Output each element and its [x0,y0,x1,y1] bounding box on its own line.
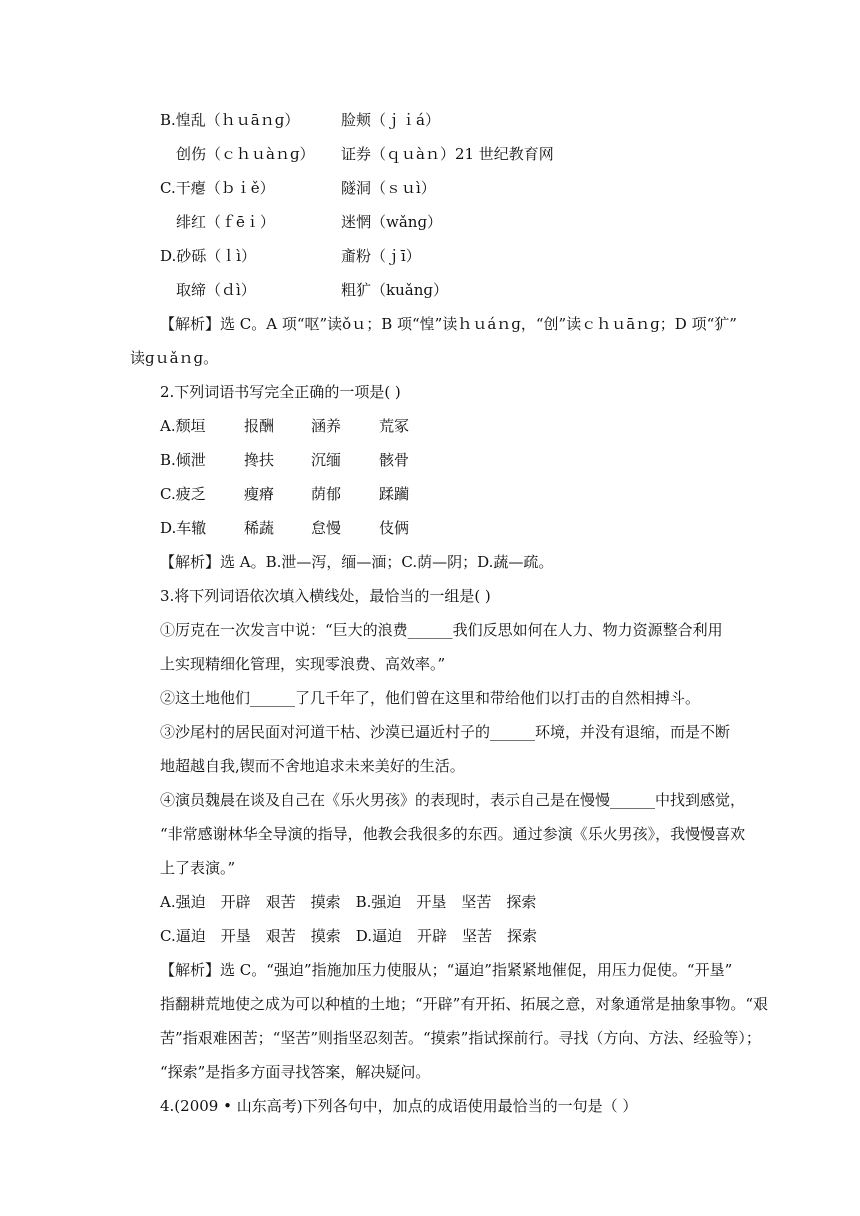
q3-sentence-1-line-2: 上实现精细化管理，实现零浪费、高效率。” [160,655,446,673]
q2-stem: 2.下列词语书写完全正确的一项是( ) [160,383,401,401]
q2-a-word-2: 报酬 [244,417,275,435]
q2-b-word-2: 搀扶 [244,451,275,469]
q2-option-b [160,450,409,470]
q2-option-c [160,484,409,504]
q1-option-b-4: 证券（ｑｕàｎ）21 世纪教育网 [341,145,554,163]
q1-option-b-3: 创伤（ｃｈｕàｎɡ） [176,145,315,163]
q2-option-d [160,518,409,538]
q3-stem: 3.将下列词语依次填入横线处，最恰当的一组是( ) [160,587,491,605]
q3-sentence-4-line-1: ④演员魏晨在谈及自己在《乐火男孩》的表现时，表示自己是在慢慢______中找到感觉， [160,791,746,809]
q2-d-word-4: 伎俩 [379,519,410,537]
q3-options-cd: C.逼迫 开垦 艰苦 摸索 D.逼迫 开辟 坚苦 探索 [160,927,537,945]
q2-a-word-1: A.颓垣 [160,417,206,435]
q2-analysis: 【解析】选 A。B.泄—泻，缅—湎；C.荫—阴；D.蔬—疏。 [160,553,554,571]
q1-option-d-3: 取缔（ｄì） [176,281,256,299]
q3-sentence-4-line-3: 上了表演。” [160,859,236,877]
q1-option-d-2: 齑粉（ｊī） [341,247,421,265]
q2-c-word-4: 蹂躏 [379,485,410,503]
q1-option-c-2: 隧洞（ｓｕì） [341,179,436,197]
q2-b-word-1: B.倾泄 [160,451,206,469]
q1-option-d-4: 粗犷（kuǎnɡ） [341,281,448,299]
q2-c-word-1: C.疲乏 [160,485,206,503]
q2-b-word-4: 骸骨 [379,451,410,469]
q1-option-d-1: D.砂砾（ｌì） [160,247,257,265]
q2-a-word-4: 荒冢 [379,417,410,435]
q3-sentence-3-line-2: 地超越自我,锲而不舍地追求未来美好的生活。 [160,757,465,775]
q3-options-ab: A.强迫 开辟 艰苦 摸索 B.强迫 开垦 坚苦 探索 [160,893,537,911]
q1-option-b-1: B.惶乱（ｈｕāｎɡ） [160,111,300,129]
q2-c-word-2: 瘦瘠 [244,485,275,503]
q1-analysis-line-1: 【解析】选 C。A 项“呕”读ǒｕ；B 项“惶”读ｈｕáｎɡ，“创”读ｃｈｕāｎɡ；D 项“犷” [160,315,737,333]
q3-sentence-4-line-2: “非常感谢林华全导演的指导，他教会我很多的东西。通过参演《乐火男孩》，我慢慢喜欢 [160,825,746,843]
q1-analysis-line-2: 读ɡｕǎｎɡ。 [130,349,219,367]
q2-a-word-3: 涵养 [311,417,342,435]
q2-d-word-1: D.车辙 [160,519,207,537]
q3-sentence-3-line-1: ③沙尾村的居民面对河道干枯、沙漠已逼近村子的______环境，并没有退缩，而是不断 [160,723,731,741]
q1-option-c-1: C.干瘪（ｂｉě） [160,179,275,197]
q1-option-c-4: 迷惘（wǎnɡ） [341,213,443,231]
q2-d-word-2: 稀蔬 [244,519,275,537]
q3-analysis-line-1: 【解析】选 C。“强迫”指施加压力使服从；“逼迫”指紧紧地催促，用压力促使。“开垦” [160,961,733,979]
q2-option-a [160,416,409,436]
q3-analysis-line-4: “探索”是指多方面寻找答案，解决疑问。 [160,1063,431,1081]
q2-b-word-3: 沉缅 [311,451,342,469]
q3-analysis-line-2: 指翻耕荒地使之成为可以种植的土地；“开辟”有开拓、拓展之意，对象通常是抽象事物。“艰 [160,995,769,1013]
q2-d-word-3: 怠慢 [311,519,342,537]
q1-option-c-3: 绯红（ｆēｉ） [176,213,275,231]
q3-analysis-line-3: 苦”指艰难困苦；“坚苦”则指坚忍刻苦。“摸索”指试探前行。寻找（方向、方法、经验等）； [160,1029,761,1047]
q2-c-word-3: 荫郁 [311,485,342,503]
q1-option-b-2: 脸颊（ｊｉá） [341,111,440,129]
q3-sentence-1-line-1: ①厉克在一次发言中说：“巨大的浪费______我们反思如何在人力、物力资源整合利用 [160,621,723,639]
q4-stem: 4.(2009 • 山东高考)下列各句中，加点的成语使用最恰当的一句是（ ） [160,1097,638,1115]
q3-sentence-2: ②这土地他们______了几千年了，他们曾在这里和带给他们以打击的自然相搏斗。 [160,689,701,707]
